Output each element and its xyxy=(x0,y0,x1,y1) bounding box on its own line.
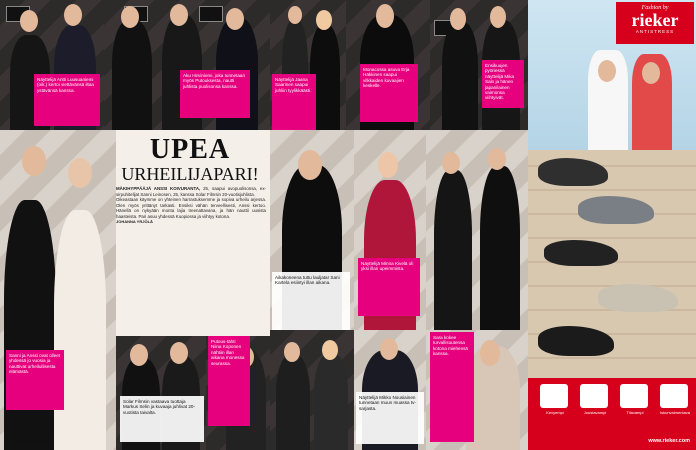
article-body xyxy=(116,186,266,225)
caption-aku: Aku Hirviniemi, joka tunnetaan myös Putouksesta, nautti juhlista puolisonsa kanssa. xyxy=(180,70,250,118)
article-lead: 25, saapui avopuolisonsa, ex-sirpuhitelijat Sanni Leinosen, 25, kanssa Solar Filmsin 20-vuotisjuhlista. xyxy=(116,186,266,197)
feature-kevyempi xyxy=(540,384,570,424)
feature-tilavampi xyxy=(620,384,650,424)
rieker-ad xyxy=(528,0,696,450)
article-byline: JOHANNA YRJÖLÄ xyxy=(116,219,153,224)
caption-mikko: Näyttelijä Mikko Nousiainen tunnetaan muun muassa tv-sarjasta. xyxy=(356,392,424,444)
feature-label: Tilavampi xyxy=(626,410,644,415)
page-number: 12 KESKIVIIKKO xyxy=(10,439,50,445)
article-text: Oikeastaan käymme on yhteinen harrastuksemme ja sopiva urheilu arjessa. Olen myös yrittänyt tarkasti. Ensiksi vähän terveellisesti, Anssi kertoo. Hänellä on nykyään monta lajia treenattavana, ja hän nauttii uusista haasteista. Pari asuu yhdessä Kuopiossa ja viihtyy kotona. xyxy=(116,197,266,219)
caption-jaana: Näyttelijä Jaana Saarinen saapui juhliin tyylikkäästi. xyxy=(272,74,316,156)
feature-iskunvaimentava xyxy=(660,384,690,424)
caption-niina: Putous-tähti Niina Koponen nähtiin illan aikana monessa seurassa. xyxy=(208,336,250,426)
title-line-2: URHEILIJAPARI! xyxy=(121,164,259,184)
caption-selin: Solar Filmsin vastaava tuottaja Markus Selin ja kuvaaja juhlivat 20-vuotista taivalta. xyxy=(120,396,204,442)
article-kicker: MÄKIHYPPÄÄJÄ ANSSI KOIVURANTA, xyxy=(116,186,201,191)
caption-erja: Monacossa asuva Erja Häkkinen saapui vilkkaiden kuvaajien keskelle. xyxy=(360,64,418,122)
caption-antti: Näyttelijä Antti Luusuaniemi (oik.) kertoi viettävänsä iltaa ystävänsä kanssa. xyxy=(34,74,100,126)
rieker-sub: ANTISTRESS xyxy=(635,29,675,34)
ad-url: www.rieker.com xyxy=(648,438,690,444)
feature-label: Joustavampi xyxy=(583,410,607,415)
feature-icons xyxy=(540,384,690,424)
feature-joustavampi xyxy=(580,384,610,424)
caption-sanni-anssi: Sanni ja Anssi ovat olleet yhdessä jo vuosia ja nauttivat urheilullisesta elämästä. xyxy=(6,350,64,410)
caption-minna: Näyttelijä Minna Kivelä oli yksi illan upeimmista. xyxy=(358,258,420,316)
rieker-logo xyxy=(616,2,694,44)
feature-label: Iskunvaimentava xyxy=(660,410,691,415)
caption-couple-right: Ensikuujen pyöriessä näyttelijä Mika Salo ja hänen japanilainen vaimonsa viihtyivät. xyxy=(482,60,524,108)
caption-sara: Sara kokee turvallisuutensa kotona miehensä kanssa. xyxy=(430,332,474,442)
feature-label: Kevyempi xyxy=(546,410,564,415)
rieker-slogan: Fashion by xyxy=(641,5,669,11)
rieker-brand: rieker xyxy=(631,10,679,30)
photo-bottom-center xyxy=(270,330,354,450)
photo-mika xyxy=(426,130,528,330)
caption-sani: Aikakoneena tuttu lauljatar Sani Kartela esiintyi illan aikana. xyxy=(272,272,350,330)
title-line-1: UPEA xyxy=(149,134,231,165)
article-title xyxy=(116,136,264,184)
